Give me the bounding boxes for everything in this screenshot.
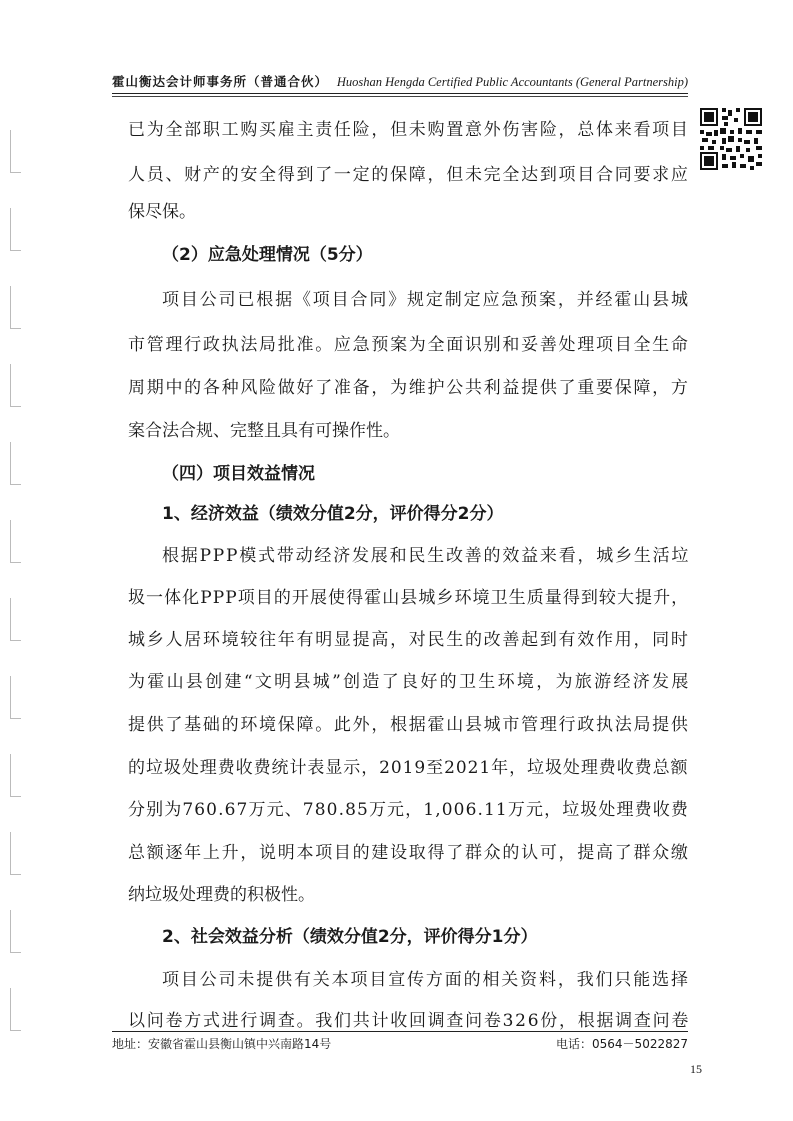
- binding-mark: [10, 598, 21, 641]
- body-text-line: 总额逐年上升，说明本项目的建设取得了群众的认可，提高了群众缴: [128, 843, 690, 863]
- binding-mark: [10, 442, 21, 485]
- body-text-line: 纳垃圾处理费的积极性。: [128, 885, 315, 905]
- page-number: 15: [690, 1062, 702, 1076]
- footer-phone: 电话：0564－5022827: [556, 1037, 688, 1051]
- footer-rule: [112, 1031, 688, 1032]
- qr-code-icon: [698, 106, 764, 172]
- body-text-line: 项目公司未提供有关本项目宣传方面的相关资料，我们只能选择: [162, 970, 690, 990]
- header-rule: [112, 93, 688, 94]
- binding-mark: [10, 910, 21, 953]
- body-text-line: 提供了基础的环境保障。此外，根据霍山县城市管理行政执法局提供: [128, 715, 690, 735]
- section-heading: 1、经济效益（绩效分值2分，评价得分2分）: [162, 504, 504, 524]
- body-text-line: 为霍山县创建“文明县城”创造了良好的卫生环境，为旅游经济发展: [128, 672, 691, 692]
- binding-mark: [10, 520, 21, 563]
- body-text-line: 项目公司已根据《项目合同》规定制定应急预案，并经霍山县城: [162, 290, 690, 310]
- binding-mark: [10, 130, 21, 173]
- section-heading: （2）应急处理情况（5分）: [162, 245, 373, 265]
- header-firm-chinese: 霍山衡达会计师事务所（普通合伙）: [112, 74, 329, 89]
- binding-mark: [10, 754, 21, 797]
- body-text-line: 人员、财产的安全得到了一定的保障，但未完全达到项目合同要求应: [128, 165, 690, 185]
- body-text-line: 保尽保。: [128, 202, 196, 222]
- section-heading: 2、社会效益分析（绩效分值2分，评价得分1分）: [162, 927, 538, 947]
- body-text-line: 城乡人居环境较往年有明显提高，对民生的改善起到有效作用，同时: [128, 630, 690, 650]
- body-text-line: 已为全部职工购买雇主责任险，但未购置意外伤害险，总体来看项目: [128, 120, 690, 140]
- body-text-line: 的垃圾处理费收费统计表显示，2019至2021年，垃圾处理费收费总额: [128, 758, 689, 778]
- binding-mark: [10, 988, 21, 1031]
- body-text-line: 周期中的各种风险做好了准备，为维护公共利益提供了重要保障，方: [128, 378, 690, 398]
- binding-mark: [10, 286, 21, 329]
- body-text-line: 案合法合规、完整且具有可操作性。: [128, 421, 400, 441]
- body-text-line: 分别为760.67万元、780.85万元，1,006.11万元，垃圾处理费收费: [128, 800, 689, 820]
- body-text-line: 市管理行政执法局批准。应急预案为全面识别和妥善处理项目全生命: [128, 335, 690, 355]
- body-text-line: 以问卷方式进行调查。我们共计收回调查问卷326份，根据调查问卷: [128, 1011, 691, 1031]
- header-rule-thin: [112, 96, 688, 97]
- section-heading: （四）项目效益情况: [162, 464, 315, 484]
- binding-mark: [10, 364, 21, 407]
- header-firm-english: Huoshan Hengda Certified Public Accountants (General Partnership): [336, 75, 688, 89]
- binding-mark: [10, 676, 21, 719]
- body-text-line: 根据PPP模式带动经济发展和民生改善的效益来看，城乡生活垃: [162, 546, 691, 566]
- binding-mark: [10, 208, 21, 251]
- body-text-line: 圾一体化PPP项目的开展使得霍山县城乡环境卫生质量得到较大提升，: [128, 588, 690, 608]
- binding-margin-marks: [0, 0, 30, 1121]
- binding-mark: [10, 832, 21, 875]
- footer-address: 地址：安徽省霍山县衡山镇中兴南路14号: [112, 1037, 332, 1051]
- page-header: [112, 68, 688, 90]
